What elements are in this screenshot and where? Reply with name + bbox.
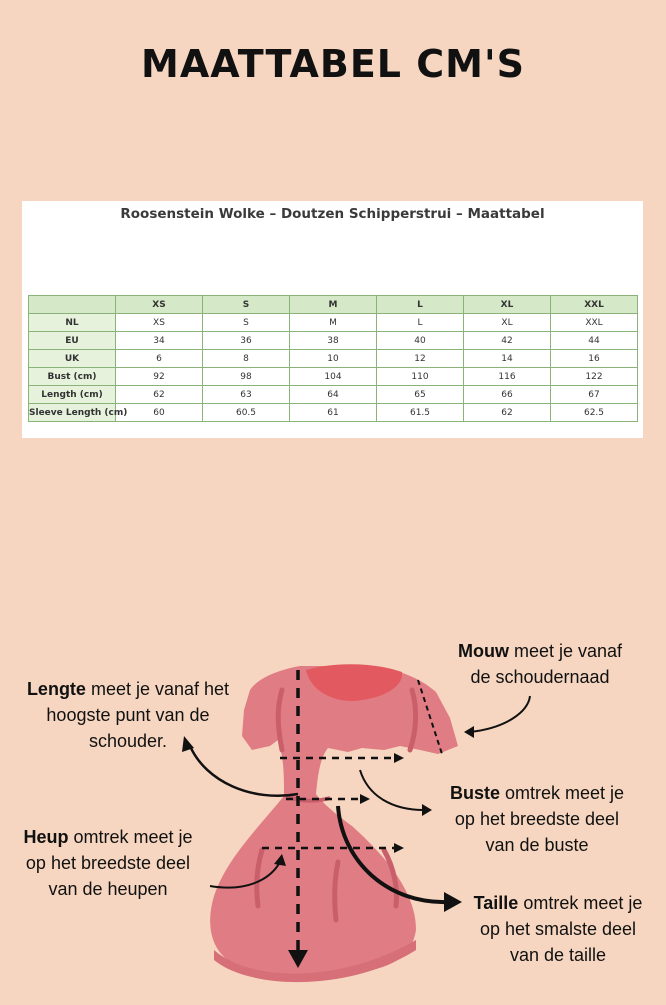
heup-text: omtrek meet je	[68, 827, 193, 847]
table-cell: XS	[116, 314, 203, 332]
table-cell: 66	[464, 386, 551, 404]
buste-keyword: Buste	[449, 783, 500, 803]
taille-line2: op het smalste deel	[479, 919, 637, 939]
mouw-text: meet je vanaf	[508, 641, 623, 661]
table-cell: 116	[464, 368, 551, 386]
table-cell: 38	[290, 332, 377, 350]
heup-line2: op het breedste deel	[25, 853, 191, 873]
row-label: Bust (cm)	[29, 368, 116, 386]
buste-line2: op het breedste deel	[454, 809, 620, 829]
buste-text: omtrek meet je	[499, 783, 625, 803]
table-cell: 16	[551, 350, 638, 368]
table-cell: 62	[464, 404, 551, 422]
lengte-keyword: Lengte	[26, 679, 86, 699]
mouw-pointer-arrow	[470, 696, 530, 732]
table-cell: 44	[551, 332, 638, 350]
table-cell: 67	[551, 386, 638, 404]
table-header-cell: S	[203, 296, 290, 314]
table-cell: 10	[290, 350, 377, 368]
table-cell: 92	[116, 368, 203, 386]
table-row	[29, 332, 638, 350]
table-cell: 8	[203, 350, 290, 368]
heup-annotation	[8, 824, 208, 902]
row-label: NL	[29, 314, 116, 332]
table-cell: 12	[377, 350, 464, 368]
table-cell: 42	[464, 332, 551, 350]
table-row	[29, 368, 638, 386]
taille-text: omtrek meet je	[518, 893, 643, 913]
table-cell: XXL	[551, 314, 638, 332]
table-cell: 6	[116, 350, 203, 368]
buste-line3: van de buste	[485, 835, 589, 855]
table-cell: L	[377, 314, 464, 332]
table-cell: 62.5	[551, 404, 638, 422]
table-header-cell: XL	[464, 296, 551, 314]
row-label: EU	[29, 332, 116, 350]
table-cell: 61.5	[377, 404, 464, 422]
lengte-annotation	[8, 676, 248, 754]
table-header-cell: XXL	[551, 296, 638, 314]
table-row	[29, 386, 638, 404]
table-cell: 36	[203, 332, 290, 350]
mouw-pointer-head	[464, 726, 474, 738]
heup-line3: van de heupen	[48, 879, 168, 899]
lengte-text: meet je vanaf het	[85, 679, 230, 699]
size-table-title: Roosenstein Wolke – Doutzen Schipperstrui – Maattabel	[120, 206, 545, 222]
table-header-cell: M	[290, 296, 377, 314]
row-label: Sleeve Length (cm)	[29, 404, 116, 422]
lengte-line3: schouder.	[88, 731, 168, 751]
waist-arrow-head	[360, 794, 370, 804]
table-row	[29, 350, 638, 368]
table-cell: 63	[203, 386, 290, 404]
table-header-cell	[29, 296, 116, 314]
table-cell: 64	[290, 386, 377, 404]
taille-line3: van de taille	[509, 945, 607, 965]
table-cell: 65	[377, 386, 464, 404]
size-table-card	[22, 201, 643, 438]
table-cell: 61	[290, 404, 377, 422]
row-label: UK	[29, 350, 116, 368]
table-cell: 98	[203, 368, 290, 386]
page-title: MAATTABEL CM'S	[141, 42, 525, 86]
table-cell: 60.5	[203, 404, 290, 422]
table-cell: 122	[551, 368, 638, 386]
bust-arrow-head	[394, 753, 404, 763]
table-cell: 104	[290, 368, 377, 386]
measurement-diagram	[0, 600, 666, 1000]
table-cell: 34	[116, 332, 203, 350]
buste-annotation	[432, 780, 642, 858]
heup-keyword: Heup	[23, 827, 69, 847]
table-cell: M	[290, 314, 377, 332]
table-header-cell: XS	[116, 296, 203, 314]
table-row	[29, 404, 638, 422]
table-cell: S	[203, 314, 290, 332]
hip-arrow-head	[394, 843, 404, 853]
mouw-keyword: Mouw	[457, 641, 509, 661]
buste-pointer-arrow	[360, 770, 424, 810]
size-table	[28, 295, 638, 422]
table-cell: 60	[116, 404, 203, 422]
lengte-line2: hoogste punt van de	[46, 705, 210, 725]
table-header-row	[29, 296, 638, 314]
table-cell: 62	[116, 386, 203, 404]
taille-keyword: Taille	[473, 893, 519, 913]
table-cell: 110	[377, 368, 464, 386]
row-label: Length (cm)	[29, 386, 116, 404]
buste-pointer-head	[422, 804, 432, 816]
mouw-annotation	[440, 638, 640, 690]
table-row	[29, 314, 638, 332]
table-cell: XL	[464, 314, 551, 332]
table-cell: 40	[377, 332, 464, 350]
taille-annotation	[456, 890, 660, 968]
table-cell: 14	[464, 350, 551, 368]
mouw-line2: de schoudernaad	[470, 667, 610, 687]
table-header-cell: L	[377, 296, 464, 314]
